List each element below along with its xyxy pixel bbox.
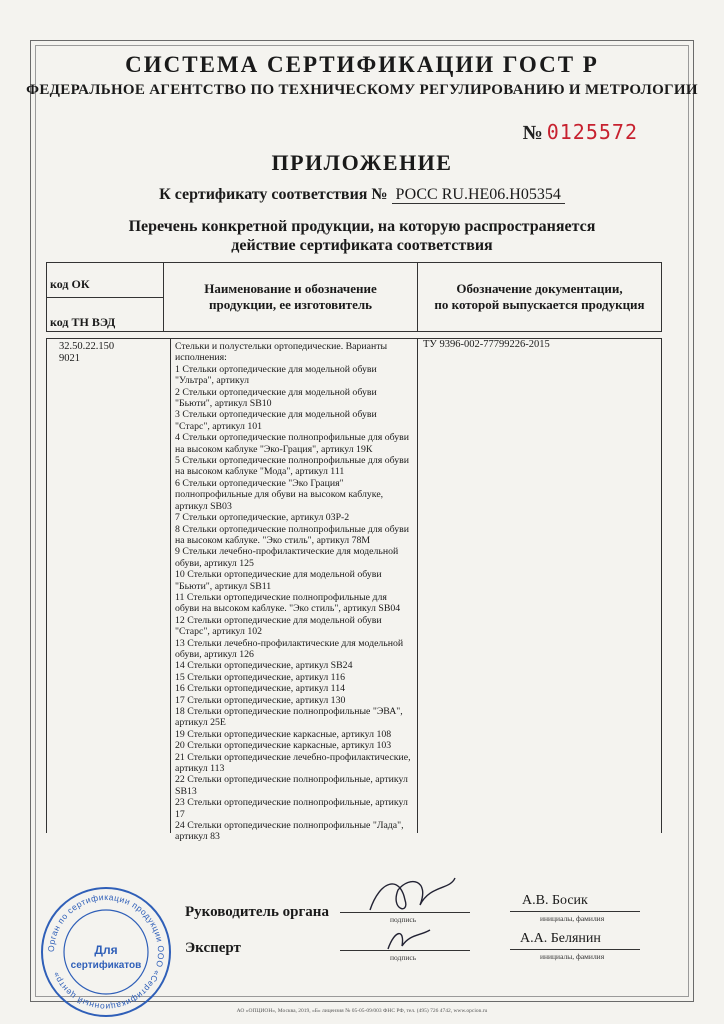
- header-documentation: Обозначение документации, по которой выпускается продукция: [434, 281, 645, 312]
- product-line: обуви, артикул 126: [175, 648, 254, 660]
- product-line: 19 Стельки ортопедические каркасные, артикул 108: [175, 728, 392, 740]
- printer-imprint: АО «ОПЦИОН», Москва, 2019, «Б» лицензия № 05-05-09/003 ФНС РФ, тел. (495) 726 4742, www.opcion.ru: [236, 1008, 488, 1014]
- agency-title: ФЕДЕРАЛЬНОЕ АГЕНТСТВО ПО ТЕХНИЧЕСКОМУ РЕГУЛИРОВАНИЮ И МЕТРОЛОГИИ: [26, 82, 698, 98]
- table-header: [46, 262, 662, 332]
- certificate-reference: [0, 186, 724, 204]
- header-product-name: Наименование и обозначение продукции, ее изготовитель: [164, 263, 418, 331]
- product-line: 8 Стельки ортопедические полнопрофильные для обуви: [175, 523, 410, 535]
- expert-signature: [380, 924, 440, 954]
- product-line: 17: [175, 808, 185, 820]
- product-line: Стельки и полустельки ортопедические. Варианты: [175, 341, 388, 352]
- expert-caption: подпись: [390, 953, 417, 962]
- page-heading: ПРИЛОЖЕНИЕ: [271, 150, 453, 175]
- product-line: на высоком каблуке "Эко-Грация", артикул 19К: [175, 443, 373, 455]
- product-line: 4 Стельки ортопедические полнопрофильные для обуви: [175, 432, 410, 444]
- product-line: 21 Стельки ортопедические лечебно-профилактические,: [175, 751, 411, 763]
- product-line: 9 Стельки лечебно-профилактические для модельной: [175, 546, 399, 558]
- product-line: "Бьюти", артикул SB11: [175, 580, 272, 592]
- product-line: артикул 25Е: [175, 717, 226, 729]
- product-line: 16 Стельки ортопедические, артикул 114: [175, 683, 346, 695]
- product-line: обуви, артикул 125: [175, 557, 254, 569]
- product-line: 12 Стельки ортопедические для модельной обуви: [175, 614, 382, 626]
- product-line: на высоком каблуке. "Эко стиль", артикул 78М: [175, 534, 371, 546]
- product-line: 10 Стельки ортопедические для модельной обуви: [175, 569, 382, 581]
- table-body: [46, 338, 662, 843]
- certificate-number: РОСС RU.НЕ06.Н05354: [392, 186, 565, 204]
- form-number: [523, 120, 638, 145]
- product-line: 5 Стельки ортопедические полнопрофильные для обуви: [175, 455, 410, 467]
- head-caption: подпись: [390, 915, 417, 924]
- product-line: 6 Стельки ортопедические "Эко Грация": [175, 477, 344, 489]
- product-line: SB13: [175, 785, 197, 797]
- product-line: 22 Стельки ортопедические полнопрофильные, артикул: [175, 774, 408, 786]
- documentation-value: ТУ 9396-002-77799226-2015: [423, 339, 550, 350]
- product-line: полнопрофильные для обуви на высоком каблуке,: [175, 489, 384, 501]
- form-number-value: 0125572: [546, 120, 638, 144]
- product-line: 24 Стельки ортопедические полнопрофильные "Лада",: [175, 820, 404, 832]
- product-line: артикул 83: [175, 831, 220, 843]
- product-line: 1 Стельки ортопедические для модельной обуви: [175, 363, 377, 375]
- head-name: А.В. Босик: [522, 893, 588, 908]
- product-line: 11 Стельки ортопедические полнопрофильные для: [175, 591, 387, 603]
- head-signature: [360, 870, 470, 918]
- product-line: 13 Стельки лечебно-профилактические для модельной: [175, 637, 404, 649]
- stamp-center-top: Для: [94, 943, 118, 957]
- stamp-ring-text: Орган по сертификации продукции ООО «Сертификационный центр»: [45, 891, 167, 1013]
- subtitle-line1: Перечень конкретной продукции, на которую распространяется: [128, 218, 596, 235]
- product-line: исполнения:: [175, 352, 227, 364]
- product-line: "Старс", артикул 102: [175, 626, 263, 638]
- product-line: "Старс", артикул 101: [175, 420, 263, 432]
- product-line: 15 Стельки ортопедические, артикул 116: [175, 671, 346, 683]
- certification-stamp: [38, 884, 174, 1020]
- product-line: 2 Стельки ортопедические для модельной обуви: [175, 386, 377, 398]
- expert-label: Эксперт: [185, 940, 241, 956]
- product-line: на высоком каблуке "Мода", артикул 111: [175, 466, 345, 478]
- number-sign: №: [522, 122, 543, 144]
- stamp-center-bottom: сертификатов: [70, 960, 142, 971]
- product-line: 14 Стельки ортопедические, артикул SB24: [175, 660, 353, 672]
- expert-name-caption: инициалы, фамилия: [540, 952, 605, 961]
- product-line: 20 Стельки ортопедические каркасные, артикул 103: [175, 740, 392, 752]
- product-codes: [59, 341, 114, 365]
- product-line: 17 Стельки ортопедические, артикул 130: [175, 694, 346, 706]
- code-ok-value: 32.50.22.150: [59, 341, 115, 352]
- product-line: 3 Стельки ортопедические для модельной обуви: [175, 409, 377, 421]
- system-title: СИСТЕМА СЕРТИФИКАЦИИ ГОСТ Р: [125, 52, 599, 77]
- code-tnved-value: 9021: [59, 353, 80, 364]
- subtitle-line2: действие сертификата соответствия: [231, 237, 493, 254]
- product-line: артикул 113: [175, 763, 225, 775]
- product-line: 18 Стельки ортопедические полнопрофильные "ЭВА",: [175, 706, 403, 717]
- product-line: обуви на высоком каблуке. "Эко стиль", артикул SB04: [175, 603, 401, 615]
- product-line: "Ультра", артикул: [175, 375, 249, 387]
- header-code-ok: код ОК: [50, 277, 90, 291]
- product-line: 23 Стельки ортопедические полнопрофильные, артикул: [175, 797, 408, 809]
- expert-name: А.А. Белянин: [520, 931, 601, 946]
- head-name-caption: инициалы, фамилия: [540, 914, 605, 923]
- code-header-cell: [47, 263, 164, 331]
- product-list: [175, 341, 415, 843]
- header-code-tnved: код ТН ВЭД: [50, 315, 116, 329]
- product-line: артикул SB03: [175, 500, 232, 512]
- certificate-label: К сертификату соответствия №: [159, 186, 388, 203]
- product-line: 7 Стельки ортопедические, артикул 03Р-2: [175, 512, 350, 524]
- head-label: Руководитель органа: [185, 904, 329, 920]
- product-line: "Бьюти", артикул SB10: [175, 398, 272, 410]
